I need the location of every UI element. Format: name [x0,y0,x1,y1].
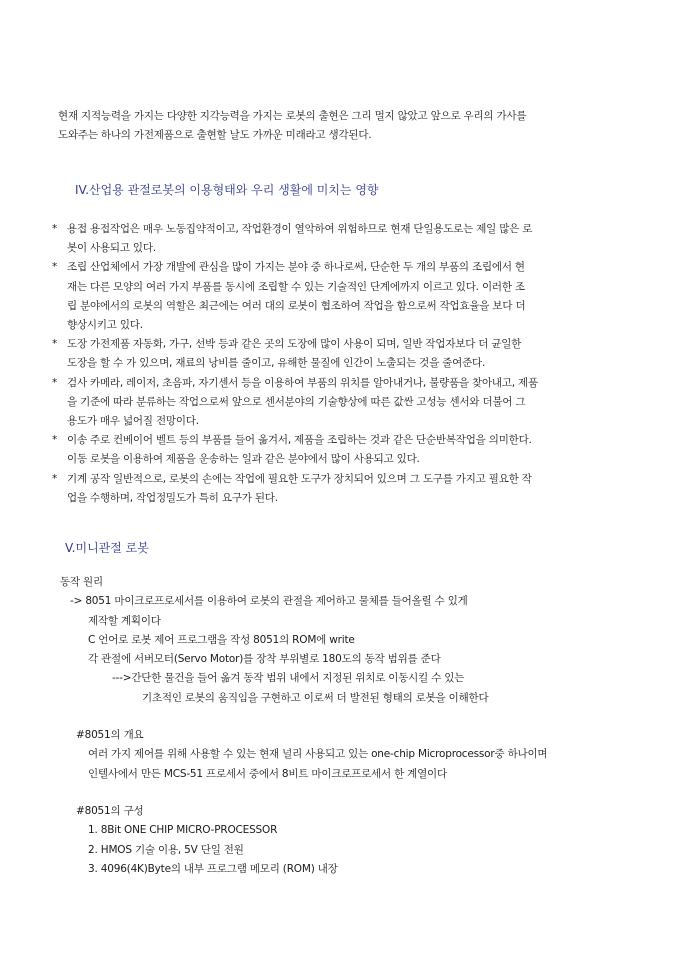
principle-line: --->간단한 물건을 들어 옮겨 동작 범위 내에서 지정된 위치로 이동시킬 수 있는 [112,672,465,685]
bullet-line: 을 기준에 따라 분류하는 작업으로써 앞으로 센서분야의 기술향상에 따른 값싼 고성능 센서와 더불어 그 [67,395,526,408]
bullet-line: 용도가 매우 넓어질 전망이다. [67,415,199,428]
overview-line: 인텔사에서 만든 MCS-51 프로세서 중에서 8비트 마이크로프로세서 한 계열이다 [88,767,447,780]
bullet-line: 향상시키고 있다. [67,319,143,332]
section-5-title: V.미니관절 로봇 [65,541,149,555]
principle-line: C 언어로 로봇 제어 프로그램을 작성 8051의 ROM에 write [88,633,355,646]
structure-label: #8051의 구성 [76,804,144,817]
bullet-line: 도장을 할 수 가 있으며, 재료의 낭비를 줄이고, 유해한 물질에 인간이 노출되는 것을 줄여준다. [67,357,486,370]
bullet-item-inspection [52,374,652,432]
bullet-line: 용접 용접작업은 매우 노동집약적이고, 작업환경이 열악하여 위험하므로 현재 단일용도로는 제일 많은 로 [67,223,533,235]
bullet-star-icon: * [52,434,58,447]
overview-label: #8051의 개요 [76,729,144,742]
intro-line: 현재 지적능력을 가지는 다양한 지각능력을 가지는 로봇의 출현은 그리 멀지 않았고 앞으로 우리의 가사를 [58,110,527,122]
bullet-item-welding [52,220,652,258]
bullet-line: 재는 다른 모양의 여러 가지 부품를 동시에 조립할 수 있는 기술적인 단계에까지 이르고 있다. 이러한 조 [67,280,525,293]
structure-item: 1. 8Bit ONE CHIP MICRO-PROCESSOR [88,824,278,837]
bullet-star-icon: * [52,376,58,389]
intro-paragraph [58,107,526,145]
bullet-star-icon: * [52,223,58,235]
bullet-star-icon: * [52,338,58,351]
bullet-item-machining [52,470,652,508]
bullet-line: 도장 가전제품 자동화, 가구, 선박 등과 같은 곳의 도장에 많이 사용이 되며, 일반 작업자보다 더 균일한 [67,338,522,351]
principle-label: 동작 원리 [60,576,103,588]
bullet-line: 업을 수행하며, 작업정밀도가 특히 요구가 된다. [67,491,278,504]
bullet-star-icon: * [52,261,58,274]
bullet-line: 기계 공작 일반적으로, 로봇의 손에는 작업에 필요한 도구가 장치되어 있으며 그 도구를 가지고 필요한 작 [67,472,532,485]
bullet-line: 봇이 사용되고 있다. [67,242,156,255]
bullet-star-icon: * [52,472,58,485]
structure-item: 3. 4096(4K)Byte의 내부 프로그램 메모리 (ROM) 내장 [88,862,338,875]
overview-line: 여러 가지 제어를 위해 사용할 수 있는 현재 널리 사용되고 있는 one-chip Microprocessor중 하나이며 [88,748,548,761]
bullet-line: 립 분야에서의 로봇의 역할은 최근에는 여러 대의 로봇이 협조하여 작업을 함으로써 작업효율을 보다 더 [67,299,526,312]
bullet-line: 검사 카메라, 레이저, 초음파, 자기센서 등을 이용하여 부품의 위치를 알아내거나, 불량품을 찾아내고, 제품 [67,376,538,389]
structure-item: 2. HMOS 기술 이용, 5V 단일 전원 [88,843,244,856]
section-4-title: IV.산업용 관절로봇의 이용형태와 우리 생활에 미치는 영향 [75,183,379,197]
bullet-line: 이동 로봇을 이용하여 제품을 운송하는 일과 같은 분야에서 많이 사용되고 있다. [67,453,420,466]
section-4-bullet-list [52,220,652,508]
bullet-line: 이송 주로 컨베이어 벨트 등의 부품를 들어 옮겨서, 제품을 조립하는 것과 같은 단순반복작업을 의미한다. [67,434,532,447]
bullet-line: 조립 산업체에서 가장 개발에 관심을 많이 가지는 분야 중 하나로써, 단순한 두 개의 부품의 조립에서 현 [67,261,525,274]
principle-line: 제작할 계획이다 [88,614,161,627]
bullet-item-transfer [52,431,652,469]
bullet-item-painting [52,335,652,373]
principle-line: 기초적인 로봇의 움직임을 구현하고 이로써 더 발전된 형태의 로봇을 이해한다 [142,691,489,704]
section-5-body [60,573,547,879]
principle-line: -> 8051 마이크로프로세서를 이용하여 로봇의 관절을 제어하고 물체를 들어올릴 수 있게 [70,595,468,608]
bullet-item-assembly [52,258,652,335]
intro-line: 도와주는 하나의 가전제품으로 출현할 날도 가까운 미래라고 생각된다. [58,129,372,141]
principle-line: 각 관절에 서버모터(Servo Motor)를 장착 부위별로 180도의 동작 범위를 준다 [88,653,441,666]
